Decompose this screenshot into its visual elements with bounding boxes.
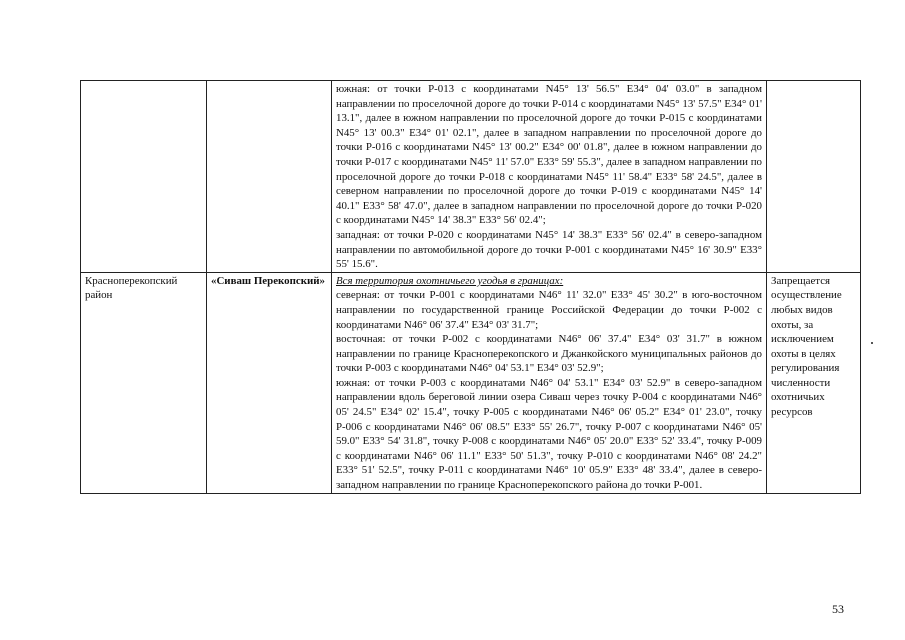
boundary-north-paragraph: северная: от точки Р-001 с координатами N46° 11' 32.0" E33° 45' 30.2" в юго-восточном направлении по государственной границе Российской Федерации до точки Р-002 с координатами N46° 06' 37.4" E34° 03' 31.7"; [336,289,762,331]
table-row-sivash [81,272,861,493]
ground-name-cell [207,272,332,493]
district-name: Красноперекопский район [85,274,178,302]
territory-heading: Вся территория охотничьего угодья в границах: [336,274,564,287]
boundaries-cell [332,272,767,493]
boundary-south-paragraph: южная: от точки Р-003 с координатами N46° 04' 53.1" E34° 03' 52.9" в северо-западном направлении вдоль береговой линии озера Сиваш через точку Р-004 с координатами N46° 05' 24.5" E34° 02' 15.4", точку Р-005 с координатами N46° 06' 05.2" E34° 01' 23.0", точку Р-006 с координатами N46° 06' 08.5" E33° 55' 26.7", точку Р-007 с координатами N46° 05' 59.0" E33° 54' 31.8", точку Р-008 с координатами N46° 05' 20.0" E33° 52' 33.4", точку Р-009 с координатами N46° 06' 11.1" E33° 50' 51.3", точку Р-010 с координатами N46° 08' 24.2" E33° 51' 52.5", точку Р-011 с координатами N46° 10' 05.9" E33° 48' 33.4", далее в северо-западном направлении по границе Красноперекопского района до точки Р-001. [336,376,762,492]
table-row-continuation [81,81,861,273]
ground-name-cell-empty [207,81,332,273]
boundary-west-paragraph: западная: от точки Р-020 с координатами N45° 14' 38.3" E33° 56' 02.4" в северо-западном направлении по автомобильной дороге до точки Р-001 с координатами N45° 16' 30.9" E33° 55' 15.6". [336,228,762,271]
district-cell-empty [81,81,207,273]
page-number: 53 [832,602,844,616]
boundary-east-paragraph: восточная: от точки Р-002 с координатами N46° 06' 37.4" E34° 03' 31.7" в южном направлении по границе Красноперекопского и Джанкойского муниципальных районов до точки Р-003 с координатами N46° 04' 53.1" E34° 03' 52.9"; [336,333,762,375]
boundaries-cell [332,81,767,273]
margin-mark [871,342,873,344]
district-cell [81,272,207,493]
restriction-cell [767,272,861,493]
boundary-south-paragraph: южная: от точки Р-013 с координатами N45° 13' 56.5" E34° 04' 03.0" в западном направлении по проселочной дороге до точки Р-014 с координатами N45° 13' 57.5" E34° 01' 13.1", далее в южном направлении по проселочной дороге до точки Р-015 с координатами N45° 13' 00.3" E34° 01' 02.1", далее в западном направлении по проселочной дороге до точки Р-016 с координатами N45° 13' 00.2" E34° 00' 01.8", далее в южном направлении до точки Р-017 с координатами N45° 11' 57.0" E33° 59' 55.3", далее в западном направлении по проселочной дороге до точки Р-018 с координатами N45° 11' 58.4" E33° 58' 24.5", далее в северном направлении по проселочной дороге до точки Р-019 с координатами N45° 14' 40.1" E33° 58' 47.0", далее в западном направлении по проселочной дороге до точки Р-020 с координатами N45° 14' 38.3" E33° 56' 02.4"; [336,83,762,227]
hunting-grounds-table [80,80,861,494]
hunting-ground-name: «Сиваш Перекопский» [211,274,325,287]
restriction-text: Запрещается осуществление любых видов охоты, за исключением охоты в целях регулирования численности охотничьих ресурсов [771,274,842,419]
restriction-cell-empty [767,81,861,273]
